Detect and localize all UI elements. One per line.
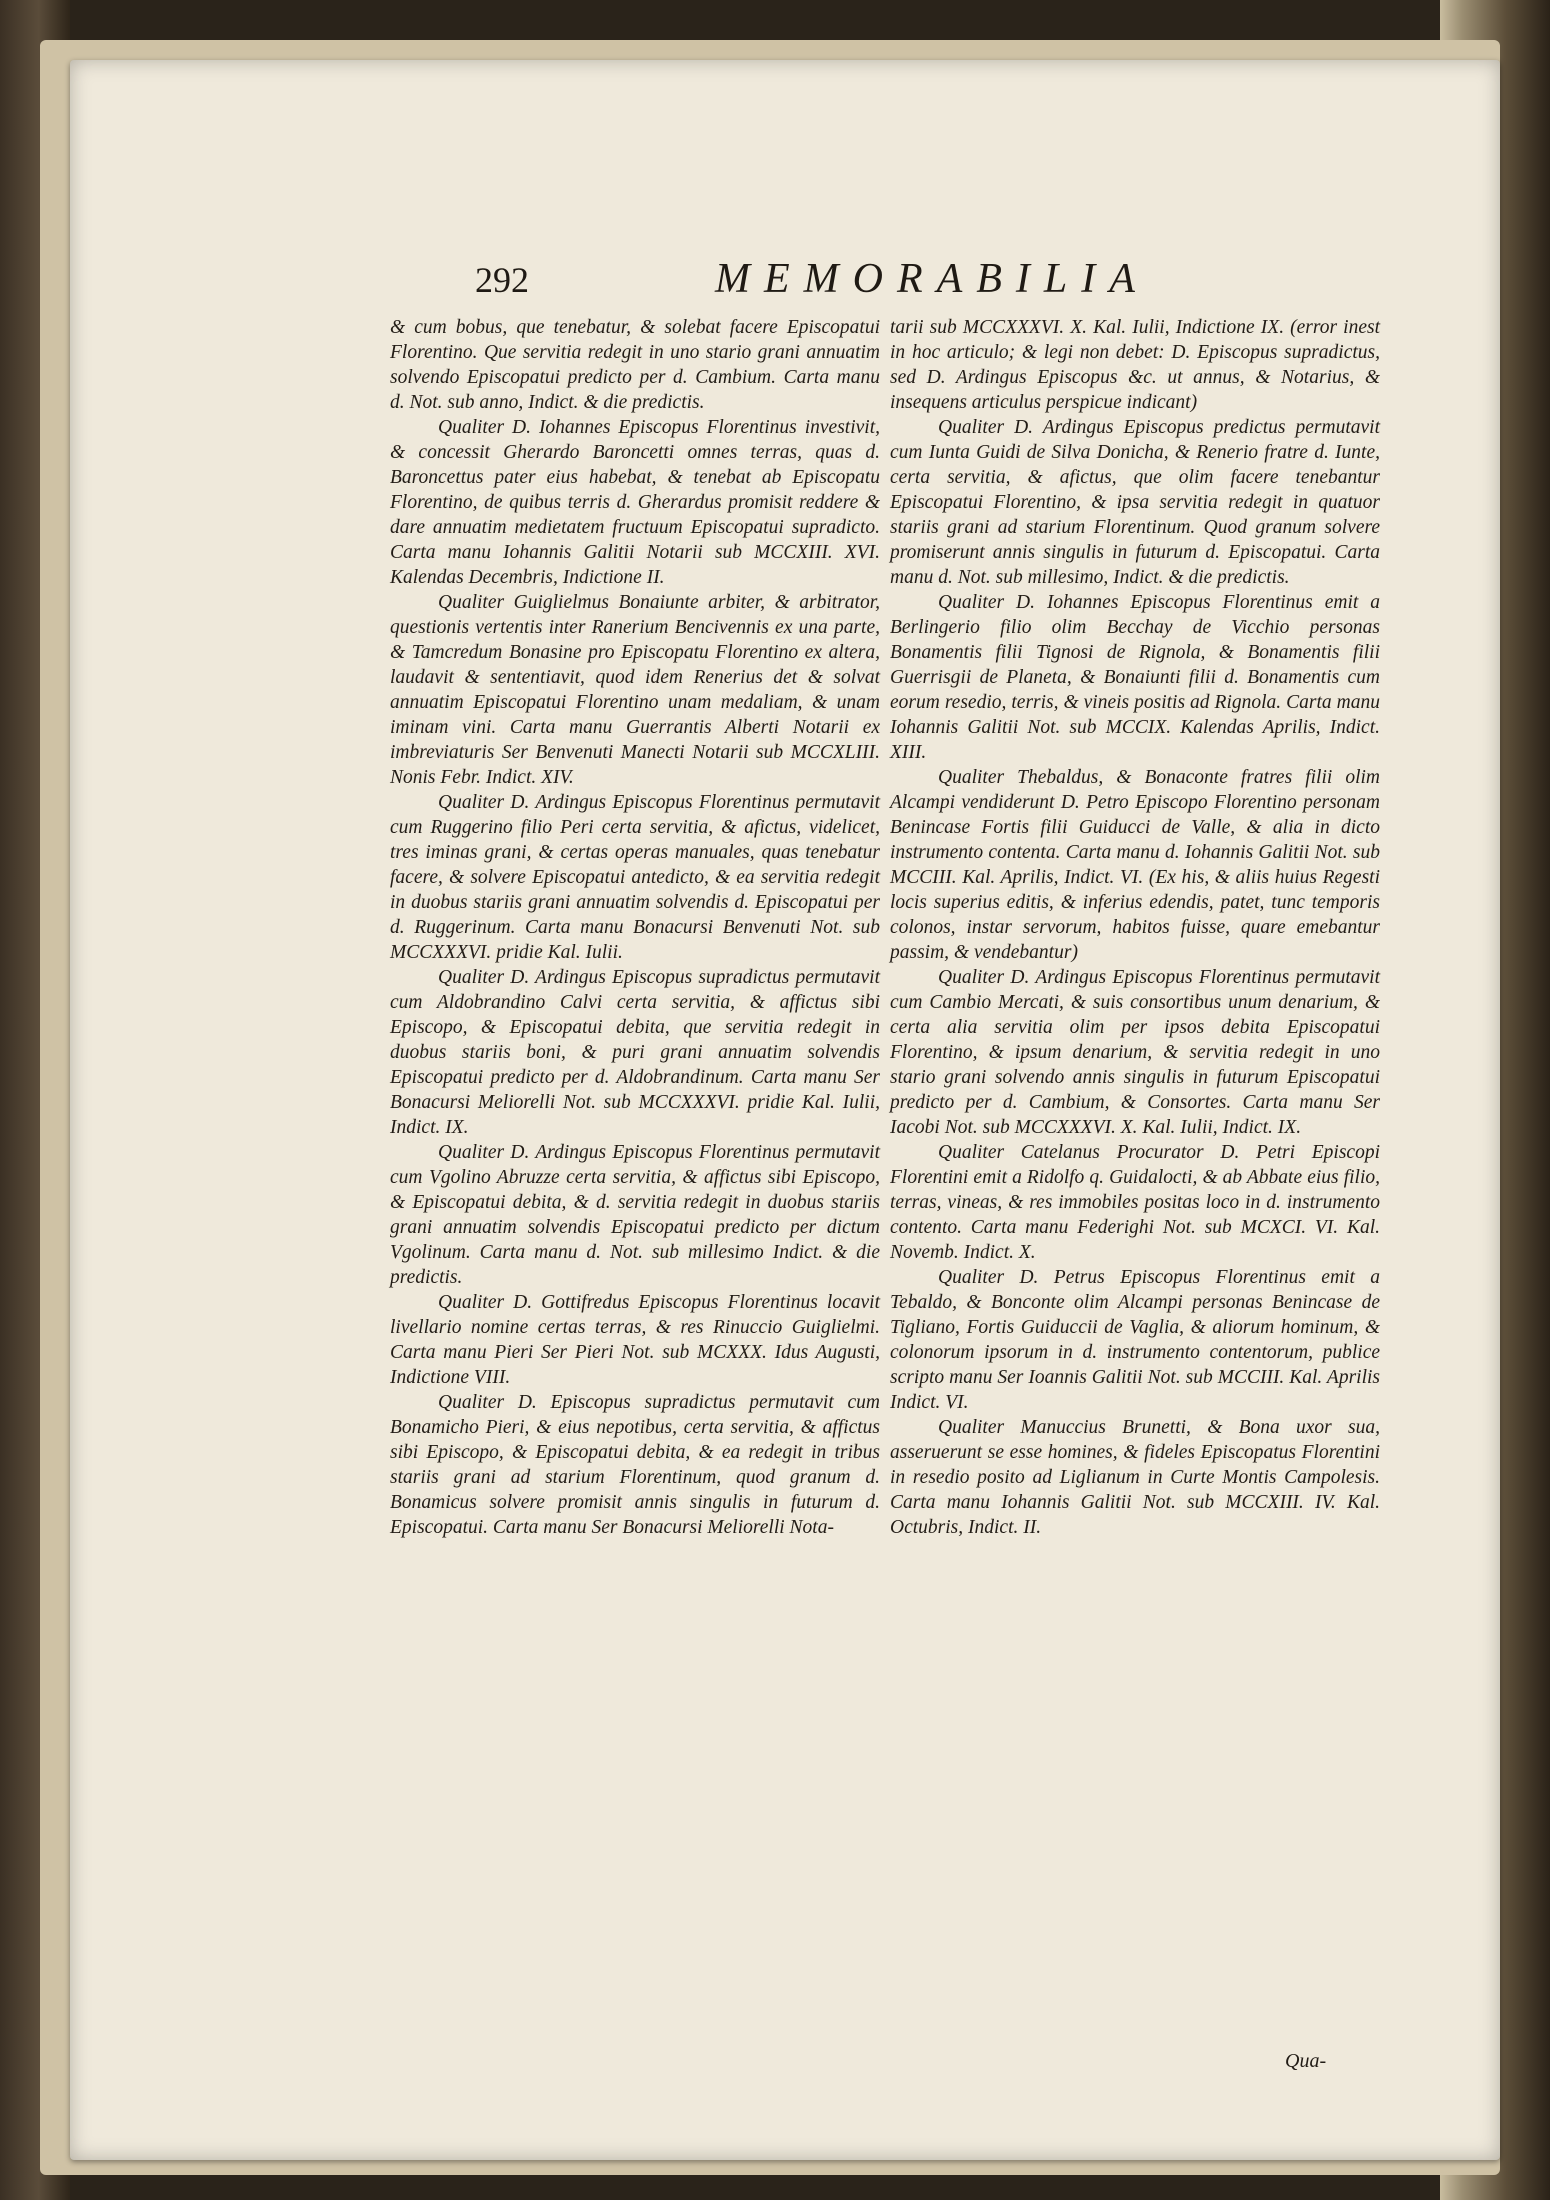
- paragraph: Qualiter D. Ardingus Episcopus supradictus permutavit cum Aldobrandino Calvi certa servitia, & affictus sibi Episcopo, & Episcopatui debita, que servitia redegit in duobus stariis boni, & puri grani annuatim solvendis Episcopatui predicto per d. Aldobrandinum. Carta manu Ser Bonacursi Meliorelli Not. sub MCCXXXVI. pridie Kal. Iulii, Indict. IX.: [390, 967, 880, 1138]
- paragraph: Qualiter Guiglielmus Bonaiunte arbiter, & arbitrator, questionis vertentis inter Ranerium Bencivennis ex una parte, & Tamcredum Bonasine pro Episcopatu Florentino ex altera, laudavit & sententiavit, quod idem Renerius det & solvat annuatim Episcopatui Florentino unam medaliam, & unam iminam vini. Carta manu Guerrantis Alberti Notarii ex imbreviaturis Ser Benvenuti Manecti Notarii sub MCCXLIII. Nonis Febr. Indict. XIV.: [390, 592, 880, 788]
- page-number: 292: [475, 260, 529, 300]
- paragraph: Qualiter D. Ardingus Episcopus Florentinus permutavit cum Ruggerino filio Peri certa servitia, & afictus, videlicet, tres iminas grani, & certas operas manuales, quas tenebatur facere, & solvere Episcopatui antedicto, & ea servitia redegit in duobus stariis grani annuatim solvendis d. Episcopatui per d. Ruggerinum. Carta manu Bonacursi Benvenuti Not. sub MCCXXXVI. pridie Kal. Iulii.: [390, 792, 880, 963]
- paragraph: Qualiter Catelanus Procurator D. Petri Episcopi Florentini emit a Ridolfo q. Guidalocti, & ab Abbate eius filio, terras, vineas, & res immobiles positas loco in d. instrumento contento. Carta manu Federighi Not. sub MCXCI. VI. Kal. Novemb. Indict. X.: [890, 1142, 1380, 1263]
- left-column: [390, 315, 880, 1540]
- paragraph: Qualiter Manuccius Brunetti, & Bona uxor sua, asseruerunt se esse homines, & fideles Episcopatus Florentini in resedio posito ad Liglianum in Curte Montis Campolesis. Carta manu Iohannis Galitii Not. sub MCCXIII. IV. Kal. Octubris, Indict. II.: [890, 1417, 1380, 1538]
- page-header: [475, 255, 1375, 305]
- catchword: Qua-: [1285, 2050, 1327, 2072]
- running-title: MEMORABILIA: [715, 256, 1149, 302]
- paragraph: Qualiter D. Petrus Episcopus Florentinus emit a Tebaldo, & Bonconte olim Alcampi personas Benincase de Tigliano, Fortis Guiduccii de Vaglia, & aliorum hominum, & colonorum ipsorum in d. instrumento contentorum, publice scripto manu Ser Ioannis Galitii Not. sub MCCIII. Kal. Aprilis Indict. VI.: [890, 1267, 1380, 1413]
- paragraph: Qualiter Thebaldus, & Bonaconte fratres filii olim Alcampi vendiderunt D. Petro Episcopo Florentino personam Benincase Fortis filii Guiducci de Valle, & alia in dicto instrumento contenta. Carta manu d. Iohannis Galitii Not. sub MCCIII. Kal. Aprilis, Indict. VI. (Ex his, & aliis huius Regesti locis superius editis, & inferius edendis, patet, tunc temporis colonos, instar servorum, habitos fuisse, quare emebantur passim, & vendebantur): [890, 767, 1380, 963]
- paragraph: Qualiter D. Gottifredus Episcopus Florentinus locavit livellario nomine certas terras, & res Rinuccio Guiglielmi. Carta manu Pieri Ser Pieri Not. sub MCXXX. Idus Augusti, Indictione VIII.: [390, 1292, 880, 1388]
- paragraph: tarii sub MCCXXXVI. X. Kal. Iulii, Indictione IX. (error inest in hoc articulo; & legi non debet: D. Episcopus supradictus, sed D. Ardingus Episcopus &c. ut annus, & Notarius, & insequens articulus perspicue indicant): [890, 317, 1380, 413]
- paragraph: Qualiter D. Ardingus Episcopus Florentinus permutavit cum Vgolino Abruzze certa servitia, & affictus sibi Episcopo, & Episcopatui debita, & d. servitia redegit in duobus stariis grani annuatim solvendis Episcopatui predicto per dictum Vgolinum. Carta manu d. Not. sub millesimo Indict. & die predictis.: [390, 1142, 880, 1288]
- paragraph: Qualiter D. Ardingus Episcopus predictus permutavit cum Iunta Guidi de Silva Donicha, & Renerio fratre d. Iunte, certa servitia, & afictus, que olim facere tenebantur Episcopatui Florentino, & ipsa servitia redegit in quatuor stariis grani ad starium Florentinum. Quod granum solvere promiserunt annis singulis in futurum d. Episcopatui. Carta manu d. Not. sub millesimo, Indict. & die predictis.: [890, 417, 1380, 588]
- paragraph: Qualiter D. Episcopus supradictus permutavit cum Bonamicho Pieri, & eius nepotibus, certa servitia, & affictus sibi Episcopo, & Episcopatui debita, & ea redegit in tribus stariis grani ad starium Florentinum, quod granum d. Bonamicus solvere promisit annis singulis in futurum d. Episcopatui. Carta manu Ser Bonacursi Meliorelli Nota-: [390, 1392, 880, 1538]
- paragraph: Qualiter D. Iohannes Episcopus Florentinus emit a Berlingerio filio olim Becchay de Vicchio personas Bonamentis filii Tignosi de Rignola, & Bonamentis filii Guerrisgii de Planeta, & Bonaiunti filii d. Bonamentis cum eorum resedio, terris, & vineis positis ad Rignola. Carta manu Iohannis Galitii Not. sub MCCIX. Kalendas Aprilis, Indict. XIII.: [890, 592, 1380, 763]
- paragraph: & cum bobus, que tenebatur, & solebat facere Episcopatui Florentino. Que servitia redegit in uno stario grani annuatim solvendo Episcopatui predicto per d. Cambium. Carta manu d. Not. sub anno, Indict. & die predictis.: [390, 317, 880, 413]
- right-column: [890, 315, 1380, 1540]
- paragraph: Qualiter D. Ardingus Episcopus Florentinus permutavit cum Cambio Mercati, & suis consortibus unum denarium, & certa alia servitia olim per ipsos debita Episcopatui Florentino, & ipsum denarium, & servitia redegit in uno stario grani solvendo annis singulis in futurum Episcopatui predicto per d. Cambium, & Consortes. Carta manu Ser Iacobi Not. sub MCCXXXVI. X. Kal. Iulii, Indict. IX.: [890, 967, 1380, 1138]
- paragraph: Qualiter D. Iohannes Episcopus Florentinus investivit, & concessit Gherardo Baroncetti omnes terras, quas d. Baroncettus pater eius habebat, & tenebat ab Episcopatu Florentino, de quibus terris d. Gherardus promisit reddere & dare annuatim medietatem fructuum Episcopatui supradicto. Carta manu Iohannis Galitii Notarii sub MCCXIII. XVI. Kalendas Decembris, Indictione II.: [390, 417, 880, 588]
